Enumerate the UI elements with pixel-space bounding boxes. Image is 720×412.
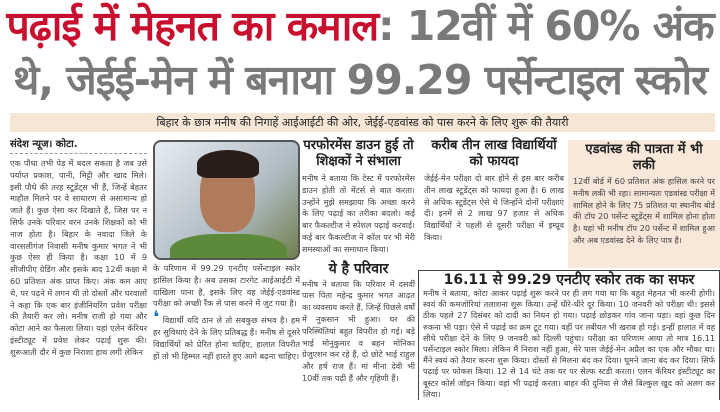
section-title-students: करीब तीन लाख विद्यार्थियों को फायदा — [431, 138, 557, 169]
section-title-family: ये है परिवार — [328, 260, 389, 277]
quote — [153, 307, 301, 362]
byline: संदेश न्यूज। कोटा. — [10, 138, 147, 154]
photo-hair — [197, 150, 259, 178]
section-title-performance: परफोरमेंस डाउन हुई तो शिक्षकों ने संभाला — [303, 138, 414, 169]
photo-shirt — [170, 234, 287, 260]
quote-icon: ❛ — [153, 307, 160, 329]
headline-line-1 — [0, 0, 720, 52]
column-students — [424, 138, 564, 244]
headline-red: पढ़ाई में मेहनत का कमाल — [6, 2, 379, 50]
main-text: एक पौधा तभी पेड़ में बदल सकता है जब उसे पर्याप्त प्रकाश, पानी, मिट्टी और खाद मिले। इसी पौधे की तरह स्टूडेंट्स भी हैं, जिन्हें बेहतर माहौल मिलने पर वे साधारण से असामान्य हो जाते हैं। कुछ ऐसा कर दिखाते हैं, जिस पर न सिर्फ उनके परिवार वरन उनके शिक्षकों को भी नाज होता है। बिहार के नवादा जिले के वारसलीगंज निवासी मनीष कुमार भगत ने भी कुछ ऐसा ही किया है। कक्षा 10 में 9 सीजीपीए ग्रेडिंग और इसके बाद 12वीं कक्षा में 60 प्रतिशत अंक प्राप्त किए। अंक कम आए थे, पर पढ़ने में लगन थी तो दोस्तों और घरवालों ने कहा कि एक बार इंजीनियरिंग प्रवेश परीक्षा की तैयारी कर लो। मनीष राजी हो गया और कोटा आने का फैसला लिया। यहां एलेन कॅरियर इंस्टीट्यूट में प्रवेश लेकर पढ़ाई शुरू की। शुरूआती दौर में कुछ निराशा हाथ लगी लेकिन — [10, 158, 147, 357]
section-body-journey: मनीष ने बताया, कोटा आकर पढ़ाई शुरू करने पर ही लग गया था कि बहुत मेहनत भी करनी होगी। स्वयं की कमजोरियां तलाशना शुरू किया। उन्हें धीरे-धीरे दूर किया। 10 जनवरी को परीक्षा थी। इससे ठीक पहले 27 दिसंबर को दादी का निधन हो गया। पढ़ाई छोड़कर गांव जाना पड़ा। वहां कुछ दिन रुकना भी पड़ा। ऐसे में पढ़ाई का क्रम टूट गया। वहीं पर तबीयत भी खराब हो गई। इन्हीं हालात में वह सीधे परीक्षा देने के लिए 9 जनवरी को दिल्ली पहुंचा। परीक्षा का परिणाम आया तो मात्र 16.11 पर्सेन्टाइल स्कोर मिला। लेकिन मैं निराश नहीं हुआ, मेरे पास जेईई-मेन अप्रैल का एक और मौका था। मैंने स्वयं को तैयार करना शुरू किया। दोस्तों से मिलना बंद कर दिया। घूमने जाना बंद कर दिया। सिर्फ पढ़ाई पर फोकस किया। 12 से 14 घंटे तक घर पर सेल्फ स्टडी करता। एलन कॅरियर इंस्टीट्यूट का बूस्टर कोर्स जॉइन किया। वहां भी पढ़ाई करता। बाहर की दुनिया से जैसे बिल्कुल खुद को अलग कर लिया। — [423, 288, 715, 399]
box-journey — [418, 270, 720, 400]
section-title-advanced: एडवांस्ड की पात्रता में भी लकी — [585, 142, 703, 173]
section-title-journey: 16.11 से 99.29 एनटीए स्कोर तक का सफर — [443, 272, 695, 288]
section-body-advanced: 12वीं बोर्ड में 60 प्रतिशत अंक हासिल करने पर मनीष लकी भी रहा। सामान्यतः एडवांस्ड परीक्षा में शामिल होने के लिए 75 प्रतिशत या स्थानीय बोर्ड की टॉप 20 पर्सेन्ट स्टूडेंट्स में शामिल होना होता है। यहां भी मनीष टॉप 20 पर्सेन्ट में शामिल हुआ और अब एडवांस्ड देने के लिए पात्र है। — [573, 176, 715, 245]
sidebar-advanced — [568, 140, 720, 268]
quote-text: विद्यार्थी यदि ठान ले तो सबकुछ संभव है। हम हर सुविधाएं देने के लिए प्रतिबद्ध हैं। मनीष से दूसरे विद्यार्थियों को प्रेरित होना चाहिए, हालात विपरीत हों तो भी हिम्मत नहीं हारते हुए आगे बढ़ना चाहिए। — [153, 315, 301, 361]
result-text: के परिणाम में 99.29 एनटीए पर्सेन्टाइल स्कोर हासिल किया है। अब उसका टारगेट आईआईटी में दाखिला पाना है, इसके लिए वह जेईई-एडवांस्ड परीक्षा को अच्छी रैंक से पास करने में जुट गया है। — [153, 263, 300, 309]
column-main — [10, 138, 147, 359]
student-photo — [153, 140, 300, 260]
subheadline: बिहार के छात्र मनीष की निगाहें आईआईटी की ओर, जेईई-एडवांस्ड को पास करने के लिए शुरू की तैयारी — [10, 113, 715, 132]
column-sections — [302, 138, 415, 385]
section-body-family: मनीष ने बताया कि परिवार में दसवीं पास पिता महेन्द्र कुमार भगत आढ़त का व्यवसाय करते हैं, जिन्हें पिछले वर्षों में नुकसान भी हुआ। घर की परिस्थितियां बहुत विपरीत हो गई। बड़े भाई मोनुकुमार व बहन मोनिका ग्रेजुएशन कर रहे हैं, दो छोटे भाई राहुल और हर्ष राज हैं। मां मीना देवी भी 10वीं तक पढ़ी हैं और गृहिणी हैं। — [302, 278, 415, 383]
headline-line-2: थे, जेईई-मेन में बनाया 99.29 पर्सेन्टाइल स्कोर — [13, 56, 707, 104]
section-body-performance: मनीष ने बताया कि टेस्ट में परफोरमेंस डाउन होती तो मेंटर्स से बात करता। उन्होंने मुझे समझाया कि अच्छा करने के लिए पढ़ाई का तरीका बदलो। कई बार फैकल्टीज ने स्पेशल पढ़ाई करवाई। कई बार फैकल्टीज ने कॉल पर भी मेरी समस्याओं का समाधान किया। — [302, 173, 415, 254]
headline-rest: : 12वीं में 60% अंक — [378, 2, 714, 50]
section-body-students: जेईई-मेन परीक्षा दो बार होने से इस बार करीब तीन लाख स्टूडेंट्स को फायदा हुआ है। 6 लाख से अधिक स्टूडेंट्स ऐसे थे जिन्होंने दोनों परीक्षाएं दी। इनमें से 2 लाख 97 हजार से अधिक विद्यार्थियों ने पहली से दूसरी परीक्षा में इम्प्रूव किया। — [424, 173, 564, 242]
column-photo-text — [153, 263, 300, 362]
